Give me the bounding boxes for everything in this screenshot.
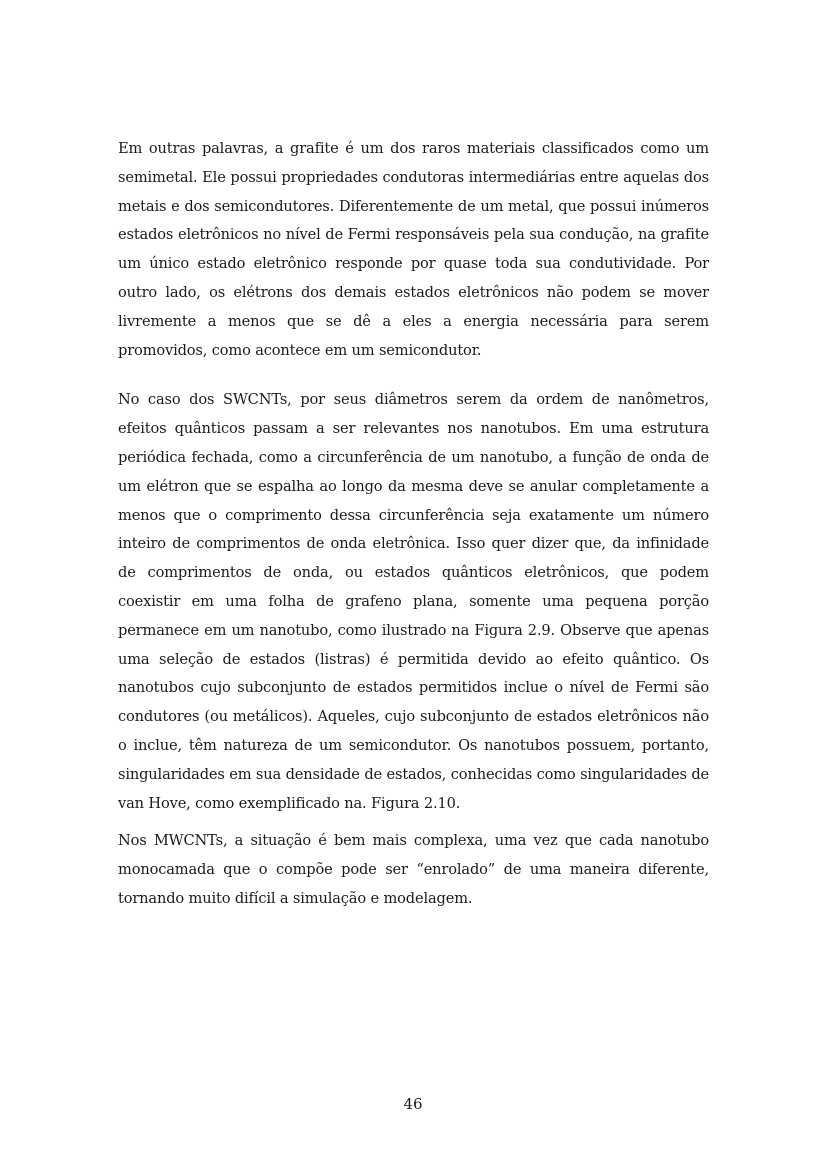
paragraph-mwcnt-complexity: Nos MWCNTs, a situação é bem mais complexa, uma vez que cada nanotubo monocamada que o compõe pode ser “enrolado” de uma maneira diferente, tornando muito difícil a simulação e modelagem. — [118, 832, 709, 907]
paragraph-swcnt-quantum-effects: No caso dos SWCNTs, por seus diâmetros serem da ordem de nanômetros, efeitos quânticos passam a ser relevantes nos nanotubos. Em uma estrutura periódica fechada, como a circunferência de um nanotubo, a função de onda de um elétron que se espalha ao longo da mesma deve se anular completamente a menos que o comprimento dessa circunferência seja exatamente um número inteiro de comprimentos de onda eletrônica. Isso quer dizer que, da infinidade de comprimentos de onda, ou estados quânticos eletrônicos, que podem coexistir em uma folha de grafeno plana, somente uma pequena porção permanece em um nanotubo, como ilustrado na Figura 2.9. Observe que apenas uma seleção de estados (listras) é permitida devido ao efeito quântico. Os nanotubos cujo subconjunto de estados permitidos inclue o nível de Fermi são condutores (ou metálicos). Aqueles, cujo subconjunto de estados eletrônicos não o inclue, têm natureza de um semicondutor. Os nanotubos possuem, portanto, singularidades em sua densidade de estados, conhecidas como singularidades de van Hove, como exemplificado na. Figura 2.10. — [118, 391, 709, 812]
page-body — [118, 135, 709, 914]
page-number: 46 — [403, 1095, 423, 1113]
paragraph-graphite-semimetal: Em outras palavras, a grafite é um dos raros materiais classificados como um semimetal. Ele possui propriedades condutoras intermediárias entre aquelas dos metais e dos semicondutores. Diferentemente de um metal, que possui inúmeros estados eletrônicos no nível de Fermi responsáveis pela sua condução, na grafite um único estado eletrônico responde por quase toda sua condutividade. Por outro lado, os elétrons dos demais estados eletrônicos não podem se mover livremente a menos que se dê a eles a energia necessária para serem promovidos, como acontece em um semicondutor. — [118, 140, 709, 359]
